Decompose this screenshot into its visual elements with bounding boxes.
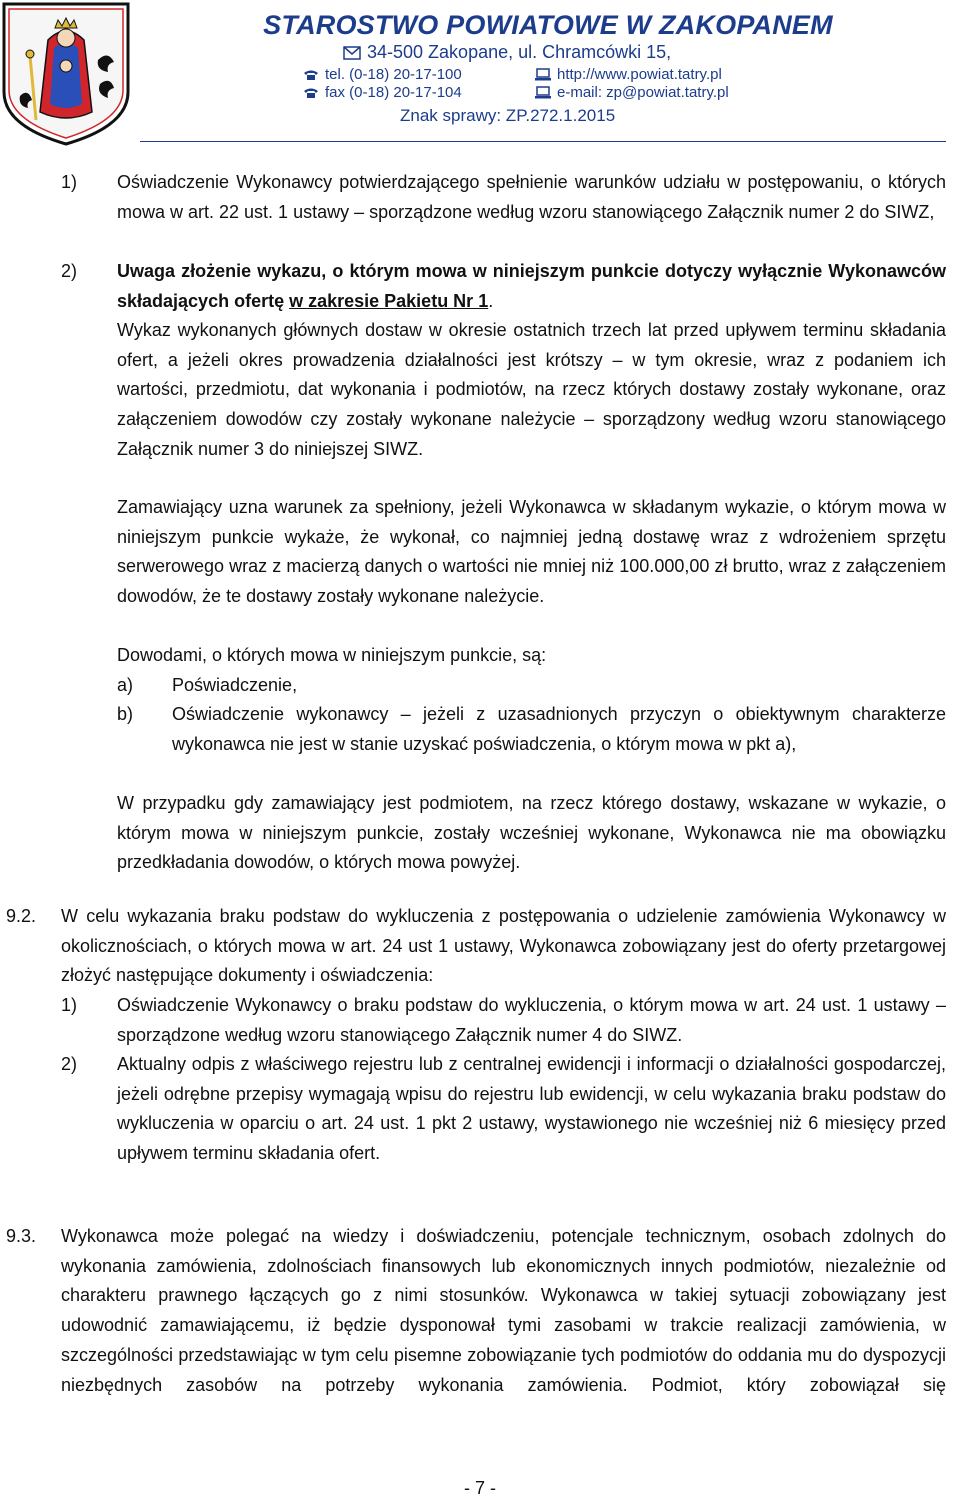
list-item-text: Oświadczenie Wykonawcy o braku podstaw do wykluczenia, o którym mowa w art. 24 ust. 1 ustawy – sporządzone według wzoru stanowiącego Załącznik numer 4 do SIWZ. [117, 995, 946, 1045]
website-link[interactable]: http://www.powiat.tatry.pl [557, 66, 722, 83]
envelope-icon [343, 46, 361, 60]
list-item-number: 1) [61, 995, 78, 1015]
sub-item-letter: a) [117, 675, 134, 695]
paragraph-warunek: Zamawiający uzna warunek za spełniony, jeżeli Wykonawca w składanym wykazie, o którym mowa w niniejszym punkcie wykaże, że wykonał, co najmniej jedną dostawę wraz z wdrożeniem sprzętu serwerowego wraz z macierzą danych o wartości nie mniej niż 100.000,00 zł brutto, wraz z załączeniem dowodów, że te dostawy zostały wykonane należycie. [117, 497, 946, 607]
notice-bold-text: Uwaga złożenie wykazu, o którym mowa w niniejszym punkcie dotyczy wyłącznie Wykonawców składających ofertę [117, 261, 946, 311]
phone-line [303, 66, 462, 83]
computer-icon [535, 86, 551, 99]
email-link[interactable]: e-mail: zp@powiat.tatry.pl [557, 84, 729, 101]
email-line [535, 84, 729, 101]
phone-icon [303, 87, 319, 99]
section-number: 9.2. [6, 906, 37, 926]
coat-of-arms-logo [0, 0, 132, 146]
paragraph-wykaz: Wykaz wykonanych głównych dostaw w okresie ostatnich trzech lat przed upływem terminu składania ofert, a jeżeli okres prowadzenia działalności jest krótszy – w tym okresie, wraz z podaniem ich wartości, przedmiotu, dat wykonania i podmiotów, na rzecz których dostawy zostały wykonane, oraz załączeniem dowodów czy zostały wykonane należycie – sporządzony według wzoru stanowiącego Załącznik numer 3 do niniejszej SIWZ. [117, 320, 946, 459]
section-number: 9.3. [6, 1226, 37, 1246]
address-text: 34-500 Zakopane, ul. Chramcówki 15, [367, 42, 672, 62]
header-divider [140, 141, 946, 142]
case-number: Znak sprawy: ZP.272.1.2015 [400, 106, 616, 125]
list-item-text: Oświadczenie Wykonawcy potwierdzającego spełnienie warunków udziału w postępowaniu, o których mowa w art. 22 ust. 1 ustawy – sporządzone według wzoru stanowiącego Załącznik numer 2 do SIWZ, [117, 172, 946, 222]
notice-period: . [488, 290, 494, 311]
page-number: - 7 - [463, 1478, 496, 1498]
office-title: STAROSTWO POWIATOWE W ZAKOPANEM [263, 10, 833, 40]
sub-item-letter: b) [117, 704, 134, 724]
address-line [343, 42, 671, 63]
fax-text: fax (0-18) 20-17-104 [325, 84, 462, 101]
section-text: Wykonawca może polegać na wiedzy i doświadczeniu, potencjale technicznym, osobach zdolnych do wykonania zamówienia, zdolnościach finansowych lub ekonomicznych innych podmiotów, niezależnie od charakteru prawnego łączących go z nimi stosunków. Wykonawca w takiej sytuacji zobowiązany jest udowodnić zamawiającemu, iż będzie dysponował tymi zasobami w trakcie realizacji zamówienia, w szczególności przedstawiając w tym celu pisemne zobowiązanie tych podmiotów do oddania mu do dyspozycji niezbędnych zasobów na potrzeby wykonania zamówienia. Podmiot, który zobowiązał się [61, 1226, 946, 1395]
list-item-number: 1) [61, 172, 78, 192]
sub-item-text: Poświadczenie, [172, 675, 298, 695]
list-item-number: 2) [61, 1054, 78, 1074]
computer-icon [535, 68, 551, 81]
phone-icon [303, 69, 319, 81]
notice-underlined-text: w zakresie Pakietu Nr 1 [289, 290, 489, 311]
list-item-number: 2) [61, 261, 78, 281]
sub-item-text: Oświadczenie wykonawcy – jeżeli z uzasadnionych przyczyn o obiektywnym charakterze wykonawca nie jest w stanie uzyskać poświadczenia, o którym mowa w pkt a), [172, 704, 946, 754]
section-text: W celu wykazania braku podstaw do wykluczenia z postępowania o udzielenie zamówienia Wykonawcy w okolicznościach, o których mowa w art. 24 ust 1 ustawy, Wykonawca zobowiązany jest do oferty przetargowej złożyć następujące dokumenty i oświadczenia: [61, 906, 946, 986]
website-line [535, 66, 722, 83]
fax-line [303, 84, 462, 101]
paragraph-dowody: Dowodami, o których mowa w niniejszym punkcie, są: [117, 645, 547, 665]
phone-text: tel. (0-18) 20-17-100 [325, 66, 462, 83]
notice-paragraph [117, 257, 946, 316]
list-item-text: Aktualny odpis z właściwego rejestru lub z centralnej ewidencji i informacji o działalności gospodarczej, jeżeli odrębne przepisy wymagają wpisu do rejestru lub ewidencji, w celu wykazania braku podstaw do wykluczenia w oparciu o art. 24 ust. 1 pkt 2 ustawy, wystawionego nie wcześniej niż 6 miesięcy przed upływem terminu składania ofert. [117, 1054, 946, 1164]
paragraph-przypadek: W przypadku gdy zamawiający jest podmiotem, na rzecz którego dostawy, wskazane w wykazie, o którym mowa w niniejszym punkcie, zostały wcześniej wykonane, Wykonawca nie ma obowiązku przedkładania dowodów, o których mowa powyżej. [117, 793, 946, 873]
